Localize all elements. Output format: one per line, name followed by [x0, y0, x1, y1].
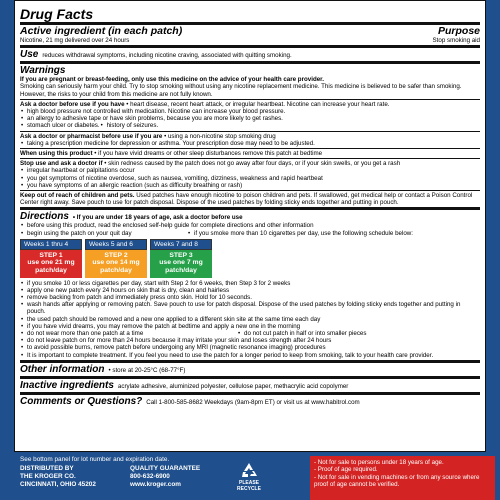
ask-doctor-item: • history of seizures. — [107, 122, 159, 129]
active-ingredient: Nicotine, 21 mg delivered over 24 hours — [20, 37, 130, 44]
use-heading: Use — [20, 49, 39, 61]
package-footer — [0, 452, 500, 500]
quality-line: 800-632-6900 — [130, 473, 170, 480]
warnings-heading: Warnings — [20, 65, 66, 77]
comments-heading: Comments or Questions? — [20, 395, 143, 407]
direction-item: • do not leave patch on for more than 24 hours because it may irritate your skin and loses strength after 24 hours — [27, 337, 480, 344]
step-dose: use one 14 mg — [92, 259, 140, 267]
direction-item: • before using this product, read the enclosed self-help guide for complete directions and other information — [27, 222, 480, 229]
step-unit: patch/day — [35, 267, 67, 275]
keep-out-text: Used patches have enough nicotine to poison children and pets. If swallowed, get medical help or contact a Poison Control Center right away. Save pouch to use for patch disposal. Dispose of the used patches by folding sticky ends together and putting in pouch. — [20, 192, 473, 207]
schedule-step-2 — [85, 239, 147, 278]
direction-item: • the used patch should be removed and a new one applied to a different skin site at the same time each day — [27, 316, 480, 323]
step-label: STEP 2 — [104, 251, 128, 259]
quality-line: QUALITY GUARANTEE — [130, 465, 201, 472]
stop-use-item: • you get symptoms of nicotine overdose, such as nausea, vomiting, dizziness, weakness and rapid heartbeat — [27, 175, 480, 182]
lot-note: See bottom panel for lot number and expiration date. — [20, 456, 170, 463]
stop-use-item: • you have symptoms of an allergic reaction (such as difficulty breathing or rash) — [27, 182, 480, 189]
week-range: Weeks 5 and 6 — [85, 239, 147, 250]
direction-item: • wash hands after applying or removing patch. Save pouch to use for patch disposal. Dispose of the used patches by folding sticky ends together and putting in pouch. — [27, 301, 480, 315]
distributor-line: DISTRIBUTED BY — [20, 465, 74, 472]
ask-pharmacist-item: • taking a prescription medicine for depression or asthma. Your prescription dose may need to be adjusted. — [27, 140, 480, 147]
direction-item: • It is important to complete treatment. If you feel you need to use the patch for a longer period to keep from smoking, talk to your health care provider. — [27, 352, 480, 359]
schedule-step-1 — [20, 239, 82, 278]
comments-text: Call 1-800-585-8682 Weekdays (9am-8pm ET) or visit us at www.habitrol.com — [146, 398, 360, 406]
direction-item: • apply one new patch every 24 hours on skin that is dry, clean and hairless — [27, 287, 480, 294]
recycle-label: PLEASE — [238, 480, 259, 486]
pregnancy-text: Smoking can seriously harm your child. Try to stop smoking without using any nicotine replacement medicine. This medicine is believed to be safer than smoking. However, the risks to your child from this medicine are not fully known. — [20, 83, 462, 98]
inactive-text: acrylate adhesive, aluminized polyester, cellulose paper, methacrylic acid copolymer — [117, 382, 349, 390]
direction-item: • if you have vivid dreams, you may remove the patch at bedtime and apply a new one in the morning — [27, 323, 480, 330]
direction-item: • to avoid possible burns, remove patch before undergoing any MRI (magnetic resonance imaging) procedures — [27, 344, 480, 351]
direction-item: • if you smoke more than 10 cigarettes per day, use the following schedule below: — [194, 230, 413, 237]
distributor — [20, 465, 96, 489]
stop-use-item: skin redness caused by the patch does not go away after four days, or if your skin swells, or you get a rash — [108, 160, 401, 168]
direction-item: • do not wear more than one patch at a time — [27, 330, 237, 337]
quality-guarantee — [130, 465, 200, 489]
direction-item: • remove backing from patch and immediately press onto skin. Hold for 10 seconds. — [27, 294, 480, 301]
quality-line: www.kroger.com — [130, 481, 181, 488]
direction-item: • begin using the patch on your quit day — [27, 230, 187, 237]
inactive-heading: Inactive ingredients — [20, 379, 114, 391]
distributor-line: THE KROGER CO. — [20, 473, 76, 480]
recycle-badge — [232, 462, 266, 492]
direction-item: • if you smoke 10 or less cigarettes per day, start with Step 2 for 6 weeks, then Step 3 for 2 weeks — [27, 280, 480, 287]
other-info-text: store at 20-25°C (68-77°F) — [112, 366, 186, 374]
recycle-icon — [240, 462, 258, 478]
week-range: Weeks 1 thru 4 — [20, 239, 82, 250]
active-ingredient-heading: Active ingredient (in each patch) — [20, 25, 183, 37]
recycle-label: RECYCLE — [237, 486, 261, 492]
use-text: reduces withdrawal symptoms, including nicotine craving, associated with quitting smoking. — [42, 52, 292, 60]
keep-out-of-reach: Keep out of reach of children and pets. — [20, 192, 135, 200]
directions-intro: If you are under 18 years of age, ask a doctor before use — [76, 214, 243, 222]
step-label: STEP 3 — [169, 251, 193, 259]
when-using-text: if you have vivid dreams or other sleep disturbances remove this patch at bedtime — [98, 150, 323, 158]
ask-doctor-item: • stomach ulcer or diabetes. — [27, 122, 100, 129]
step-label: STEP 1 — [39, 251, 63, 259]
ask-doctor-item: • high blood pressure not controlled with medication. Nicotine can increase your blood pressure. — [27, 108, 480, 115]
ask-doctor-item: • an allergy to adhesive tape or have skin problems, because you are more likely to get rashes. — [27, 115, 480, 122]
age-warning: Not for sale to persons under 18 years of age. — [317, 459, 444, 466]
directions-heading: Directions — [20, 211, 69, 223]
step-unit: patch/day — [100, 267, 132, 275]
ask-pharmacist-item: using a non-nicotine stop smoking drug — [167, 132, 276, 140]
dosing-schedule — [20, 239, 480, 278]
drug-facts-title: Drug Facts — [20, 6, 94, 22]
age-warning: Proof of age required. — [317, 466, 378, 474]
ask-doctor-label: Ask a doctor before use if you have — [20, 100, 125, 108]
step-dose: use one 21 mg — [27, 259, 75, 267]
step-unit: patch/day — [165, 267, 197, 275]
when-using-label: When using this product — [20, 150, 93, 158]
schedule-step-3 — [150, 239, 212, 278]
distributor-line: CINCINNATI, OHIO 45202 — [20, 481, 96, 488]
other-info-heading: Other information — [20, 363, 105, 375]
purpose-heading: Purpose — [437, 25, 480, 37]
direction-item: • do not cut patch in half or into smaller pieces — [244, 330, 366, 337]
ask-pharmacist-label: Ask a doctor or pharmacist before use if you are — [20, 132, 163, 140]
ask-doctor-item: heart disease, recent heart attack, or irregular heartbeat. Nicotine can increase your heart rate. — [130, 100, 390, 108]
age-warning: Not for sale in vending machines or from any source where proof of age cannot be verified. — [314, 473, 480, 489]
pregnancy-warning: If you are pregnant or breast-feeding, only use this medicine on the advice of your health care provider. — [20, 76, 324, 84]
drug-facts-panel: Drug Facts Active ingredient (in each patch) Purpose Nicotine, 21 mg delivered over 24 hours Stop smoking aid Use reduces withdrawal symptoms, including nicotine craving, associated with quitting smoking. Warnings If you are pregnant or breast-feeding, only use this medicine on the advice of your health care provider. Smoking can seriously harm your child. Try to stop smoking without using any nicotine replacement medicine. This medicine is believed to be safer than smoking. However, the risks to your child from this medicine are not fully known. Ask a doctor before use if you have • heart disease, recent heart attack, or irregular heartbeat. Nicotine can increase your heart rate. • high blood pressure not controlled with medication. Nicotine can increase your blood pressure. • an allergy to adhesive tape or have skin problems, because you are more likely to get rashes. • stomach ulcer or diabetes. • history of seizures. Ask a doctor or pharmacist before use if you are • using a non-nicotine stop smoking drug • taking a prescription medicine for depression or asthma. Your prescription dose may need to be adjusted. When using this product • if you have vivid dreams or other sleep disturbances remove this patch at bedtime Stop use and ask a doctor if • skin redness caused by the patch does not go away after four days, or if your skin swells, or you get a rash • irregular heartbeat or palpitations occur • you get symptoms of nicotine overdose, such as nausea, vomiting, dizziness, weakness and rapid heartbeat • you have symptoms of an allergic reaction (such as difficulty breathing or rash) Keep out of reach of children and pets. Used patches have enough nicotine to poison children and pets. If swallowed, get medical help or contact a Poison Control Center right away. Save pouch to use for patch disposal. Dispose of the used patches by folding sticky ends together and putting in pouch. Directions • If you are under 18 years of age, ask a doctor before use • before using this product, read the enclosed self-help guide for complete directions and other information • begin using the patch on your quit day • if you smoke more than 10 cigarettes per day, use the following schedule below: Weeks 1 thru 4 STEP 1 use one 21 mg patch/day Weeks 5 and 6 STEP 2 use one 14 mg patch/day Weeks 7 and 8 STEP 3 use one 7 mg patch/day • if you smoke 10 or less cigarettes per day, start with Step 2 for 6 weeks, then Step 3 for 2 weeks • apply one new patch every 24 hours on skin that is dry, clean and hairless • remove backing from patch and immediately press onto skin. Hold for 10 seconds. • wash hands after applying or removing patch. Save pouch to use for patch disposal. Dispose of the used patches by folding sticky ends together and putting in pouch. • the used patch should be removed and a new one applied to a different skin site at the same time each day • if you have vivid dreams, you may remove the patch at bedtime and apply a new one in the morning • do not wear more than one patch at a time • do not cut patch in half or into smaller pieces • do not leave patch on for more than 24 hours because it may irritate your skin and loses strength after 24 hours • to avoid possible burns, remove patch before undergoing any MRI (magnetic resonance imaging) procedures • It is important to complete treatment. If you feel you need to use the patch for a longer period to keep from smoking, talk to your health care provider. Other information • store at 20-25°C (68-77°F) Inactive ingredients acrylate adhesive, aluminized polyester, cellulose paper, methacrylic acid copolymer Comments or Questions? Call 1-800-585-8682 Weekdays (9am-8pm ET) or visit us at www.habitrol.com — [14, 0, 486, 452]
stop-use-item: • irregular heartbeat or palpitations occur — [27, 167, 480, 174]
stop-use-label: Stop use and ask a doctor if — [20, 160, 103, 168]
age-warning-box: - Not for sale to persons under 18 years of age. - Proof of age required. - Not for sale in vending machines or from any source where proof of age cannot be verified. — [310, 456, 495, 500]
step-dose: use one 7 mg — [159, 259, 203, 267]
purpose: Stop smoking aid — [432, 37, 480, 44]
week-range: Weeks 7 and 8 — [150, 239, 212, 250]
